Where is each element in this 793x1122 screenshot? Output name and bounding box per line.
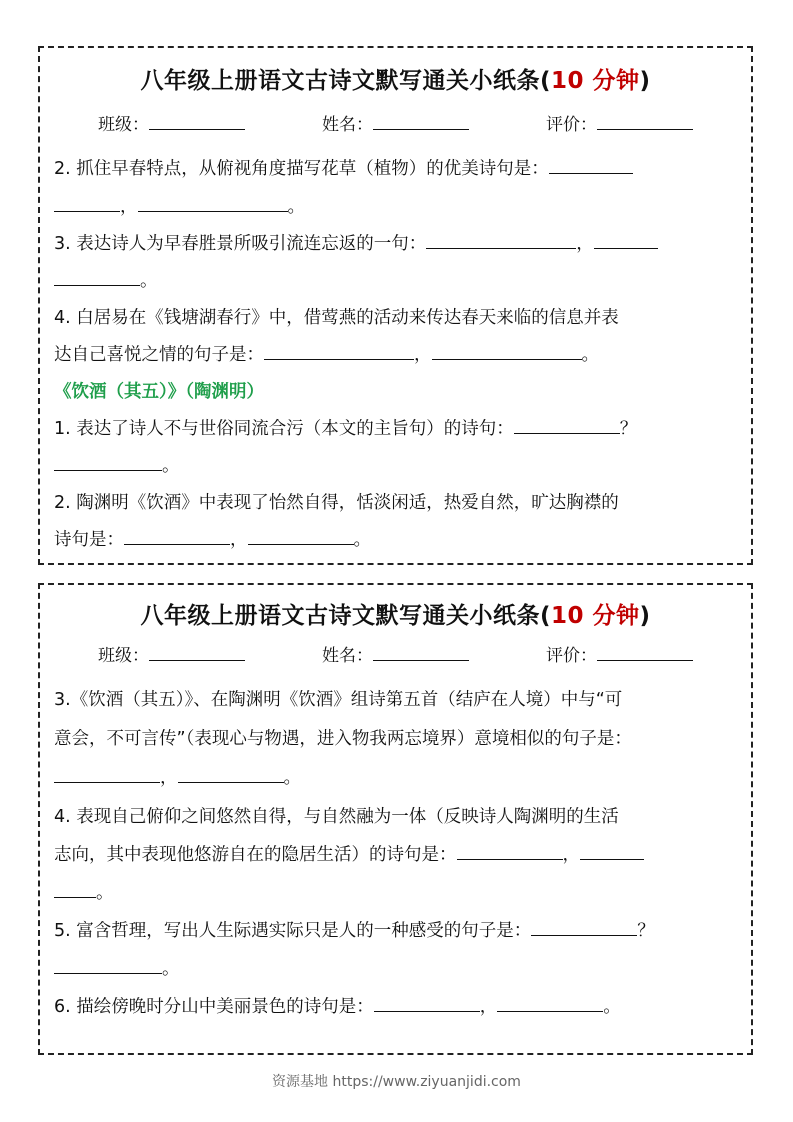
question-4-line-3 (54, 882, 739, 904)
name-field[interactable] (322, 641, 469, 666)
eval-blank[interactable] (597, 659, 693, 661)
section-heading: 《饮酒（其五）》（陶渊明） (54, 382, 264, 402)
question-text: 意会，不可言传”（表现心与物遇，进入物我两忘境界）意境相似的句子是： (54, 729, 632, 749)
question-text: 3.《饮酒（其五）》、在陶渊明《饮酒》组诗第五首（结庐在人境）中与“可 (54, 690, 623, 710)
title-end: ) (639, 603, 651, 629)
question-4-line-2 (54, 844, 739, 866)
worksheet-card-2 (38, 583, 753, 1055)
eval-label: 评价： (546, 646, 597, 666)
answer-blank[interactable] (432, 358, 582, 360)
answer-blank[interactable] (54, 896, 96, 898)
period: 。 (603, 997, 621, 1017)
comma: ， (576, 234, 594, 254)
answer-blank[interactable] (374, 1010, 480, 1012)
class-label: 班级： (98, 115, 149, 135)
name-blank[interactable] (373, 128, 469, 130)
question-text: 2. 陶渊明《饮酒》中表现了怡然自得，恬淡闲适，热爱自然，旷达胸襟的 (54, 493, 619, 513)
period: 。 (353, 530, 371, 550)
period: 。 (96, 883, 114, 903)
answer-blank[interactable] (514, 432, 620, 434)
period: 。 (140, 271, 158, 291)
section-question-2-line-1 (54, 492, 739, 514)
class-field[interactable] (98, 110, 245, 135)
eval-field[interactable] (546, 110, 693, 135)
title-end: ) (639, 68, 651, 94)
name-label: 姓名： (322, 646, 373, 666)
answer-blank[interactable] (426, 247, 576, 249)
comma: ， (120, 197, 138, 217)
section-question-2-line-2 (54, 529, 739, 551)
question-3-line-1 (54, 689, 739, 711)
answer-blank[interactable] (531, 934, 637, 936)
worksheet-title (40, 62, 751, 95)
question-mark: ？ (619, 419, 638, 439)
question-5-line-2 (54, 958, 739, 980)
question-4-line-1 (54, 806, 739, 828)
question-4-line-1 (54, 307, 739, 329)
comma: ， (414, 345, 432, 365)
question-text: 诗句是： (54, 530, 124, 550)
question-text: 达自己喜悦之情的句子是： (54, 345, 264, 365)
answer-blank[interactable] (54, 972, 162, 974)
question-2-line-1 (54, 158, 739, 180)
comma: ， (479, 997, 498, 1017)
question-3-line-3 (54, 767, 739, 789)
question-6-line-1 (54, 996, 739, 1018)
comma: ， (562, 845, 580, 865)
answer-blank[interactable] (594, 247, 658, 249)
answer-blank[interactable] (457, 858, 563, 860)
worksheet-title (40, 597, 751, 630)
question-text: 5. 富含哲理，写出人生际遇实际只是人的一种感受的句子是： (54, 921, 532, 941)
title-text: 八年级上册语文古诗文默写通关小纸条( (140, 603, 551, 629)
eval-label: 评价： (546, 115, 597, 135)
class-field[interactable] (98, 641, 245, 666)
period: 。 (287, 197, 305, 217)
section-question-1-line-2 (54, 455, 739, 477)
answer-blank[interactable] (124, 543, 230, 545)
section-question-1-line-1 (54, 418, 739, 440)
question-3-line-2 (54, 270, 739, 292)
question-text: 4. 表现自己俯仰之间悠然自得，与自然融为一体（反映诗人陶渊明的生活 (54, 807, 619, 827)
title-time: 10 分钟 (550, 68, 640, 94)
question-text: 4. 白居易在《钱塘湖春行》中，借莺燕的活动来传达春天来临的信息并表 (54, 308, 619, 328)
question-5-line-1 (54, 920, 739, 942)
class-blank[interactable] (149, 128, 245, 130)
answer-blank[interactable] (54, 210, 120, 212)
name-label: 姓名： (322, 115, 373, 135)
eval-field[interactable] (546, 641, 693, 666)
name-field[interactable] (322, 110, 469, 135)
answer-blank[interactable] (178, 781, 284, 783)
question-text: 6. 描绘傍晚时分山中美丽景色的诗句是： (54, 997, 374, 1017)
question-3-line-1 (54, 233, 739, 255)
period: 。 (581, 345, 599, 365)
answer-blank[interactable] (54, 469, 162, 471)
footer-source: 资源基地 https://www.ziyuanjidi.com (272, 1074, 521, 1090)
question-text: 2. 抓住早春特点，从俯视角度描写花草（植物）的优美诗句是： (54, 159, 549, 179)
question-mark: ？ (637, 921, 655, 941)
name-blank[interactable] (373, 659, 469, 661)
comma: ， (230, 530, 248, 550)
period: 。 (162, 456, 180, 476)
title-text: 八年级上册语文古诗文默写通关小纸条( (140, 68, 551, 94)
question-3-line-2 (54, 728, 739, 750)
answer-blank[interactable] (580, 858, 644, 860)
answer-blank[interactable] (264, 358, 414, 360)
period: 。 (283, 768, 301, 788)
question-text: 志向，其中表现他悠游自在的隐居生活）的诗句是： (54, 845, 457, 865)
title-time: 10 分钟 (550, 603, 640, 629)
answer-blank[interactable] (248, 543, 354, 545)
class-blank[interactable] (149, 659, 245, 661)
question-2-line-2 (54, 196, 739, 218)
answer-blank[interactable] (54, 284, 140, 286)
comma: ， (160, 768, 178, 788)
question-text: 3. 表达诗人为早春胜景所吸引流连忘返的一句： (54, 234, 427, 254)
answer-blank[interactable] (138, 210, 288, 212)
period: 。 (162, 959, 180, 979)
eval-blank[interactable] (597, 128, 693, 130)
worksheet-card-1 (38, 46, 753, 565)
answer-blank[interactable] (549, 172, 633, 174)
question-4-line-2 (54, 344, 739, 366)
answer-blank[interactable] (54, 781, 160, 783)
class-label: 班级： (98, 646, 149, 666)
answer-blank[interactable] (497, 1010, 603, 1012)
question-text: 1. 表达了诗人不与世俗同流合污（本文的主旨句）的诗句： (54, 419, 514, 439)
